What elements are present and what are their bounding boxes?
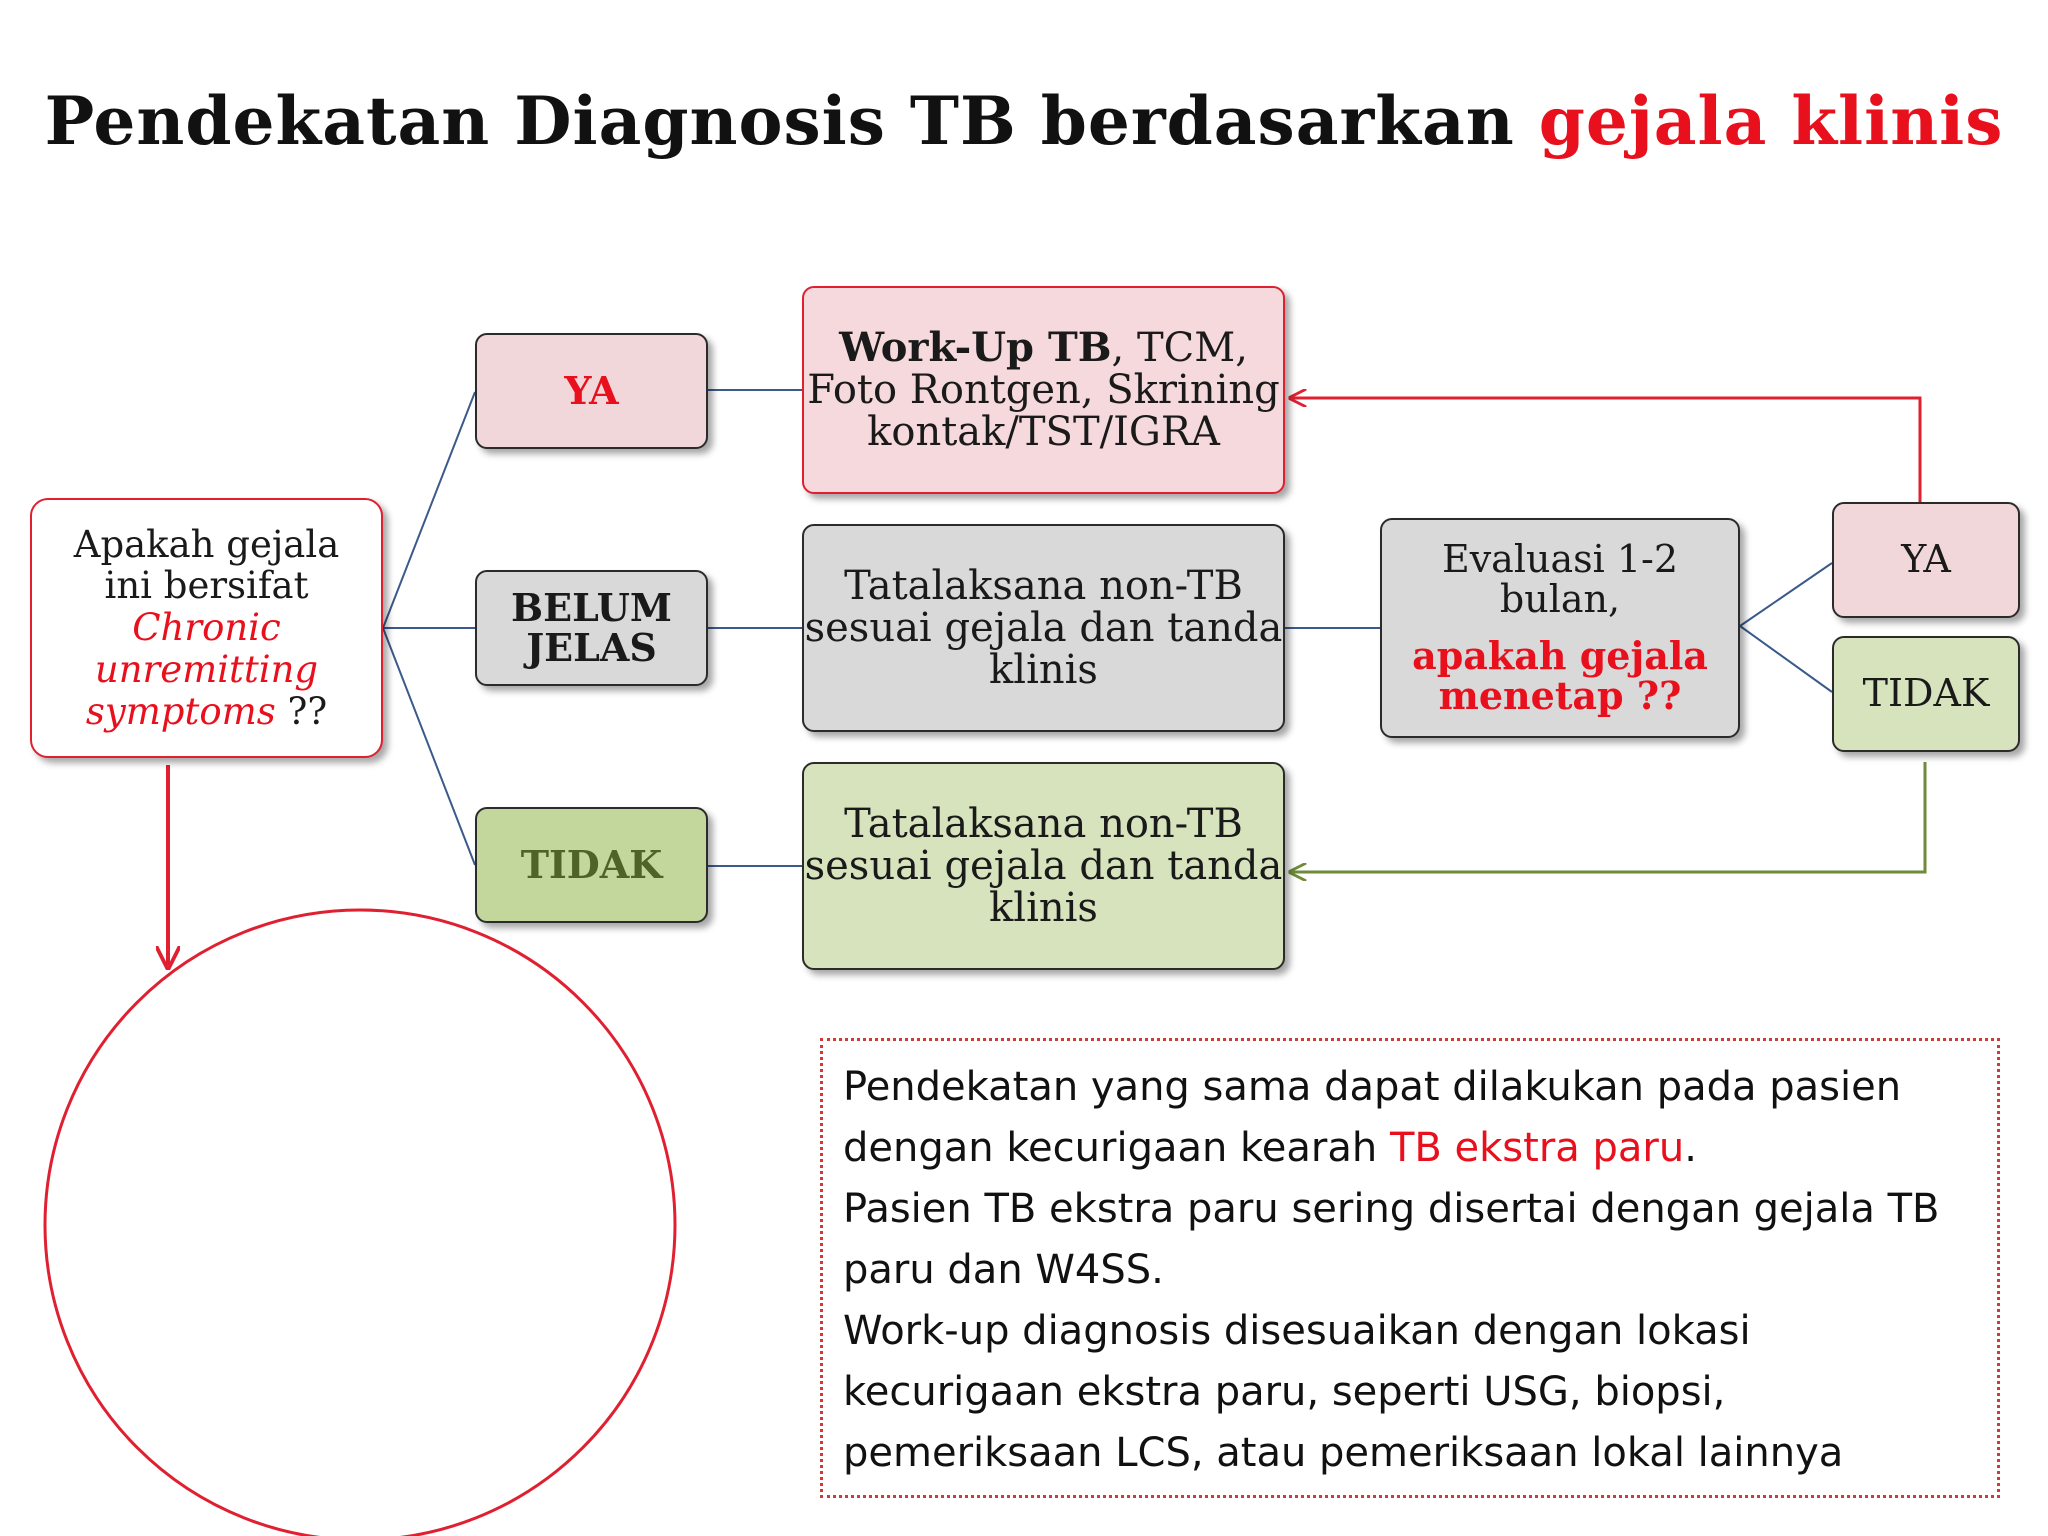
workup-rest: , TCM, (1111, 325, 1248, 371)
branch-belum-label: BELUM (511, 585, 672, 631)
workup-bold: Work-Up TB (839, 324, 1112, 371)
nontb-gray-line-2: sesuai gejala dan tanda (804, 605, 1283, 651)
nontb-gray-box (802, 524, 1285, 732)
nontb-green-line-2: sesuai gejala dan tanda (804, 843, 1283, 889)
connector-to-tidak (383, 628, 475, 865)
evaluasi-box (1380, 518, 1740, 738)
outcome-tidak-label: TIDAK (1862, 671, 1990, 716)
title-main: Pendekatan Diagnosis TB berdasarkan (44, 82, 1515, 160)
question-line-2: ini bersifat (104, 564, 309, 608)
note-paragraph-1 (843, 1057, 1977, 1179)
workup-box (802, 286, 1285, 494)
question-box (30, 498, 383, 758)
branch-belum-jelas-box (475, 570, 708, 686)
note-p1-b: . (1684, 1125, 1697, 1171)
outcome-ya-label: YA (1901, 537, 1951, 582)
arrow-tidak-to-nontb (1292, 762, 1925, 872)
nontb-gray-line-1: Tatalaksana non-TB (844, 563, 1243, 609)
question-line-1: Apakah gejala (73, 522, 340, 566)
outcome-ya-box (1832, 502, 2020, 618)
evaluasi-line-1: Evaluasi 1-2 (1441, 537, 1679, 582)
arrow-ya-to-workup (1292, 398, 1920, 502)
nontb-green-line-3: klinis (989, 885, 1098, 931)
nontb-gray-line-3: klinis (989, 647, 1098, 693)
evaluasi-line-2: bulan, (1499, 577, 1621, 622)
note-paragraph-2: Pasien TB ekstra paru sering disertai dengan gejala TB paru dan W4SS. (843, 1186, 1940, 1293)
title-highlight: gejala klinis (1538, 82, 2004, 160)
branch-jelas-label: JELAS (526, 625, 657, 670)
branch-ya-box (475, 333, 708, 449)
question-unremitting: unremitting (94, 647, 319, 691)
branch-ya-label: YA (564, 368, 619, 414)
note-p1-red: TB ekstra paru (1389, 1125, 1685, 1171)
connector-to-ya (383, 392, 475, 628)
evaluasi-question-2: menetap ?? (1438, 672, 1682, 718)
note-paragraph-3: Work-up diagnosis disesuaikan dengan lokasi kecurigaan ekstra paru, seperti USG, biopsi, pemeriksaan LCS, atau pemeriksaan lokal lainnya (843, 1308, 1844, 1476)
note-p1-a: Pendekatan yang sama dapat dilakukan pada pasien dengan kecurigaan kearah (843, 1064, 1902, 1171)
workup-line-2: Foto Rontgen, Skrining (807, 367, 1280, 413)
question-symptoms: symptoms (85, 689, 276, 733)
evaluasi-question-1: apakah gejala (1412, 633, 1708, 678)
question-suffix: ?? (287, 689, 328, 733)
empty-circle (45, 910, 675, 1536)
workup-line-3: kontak/TST/IGRA (867, 409, 1220, 455)
nontb-green-line-1: Tatalaksana non-TB (844, 801, 1243, 847)
extrapulmonary-note (820, 1038, 2000, 1498)
connector-eval-tidak (1740, 626, 1832, 692)
branch-tidak-label: TIDAK (520, 842, 663, 888)
question-chronic: Chronic (132, 606, 281, 650)
connector-eval-ya (1740, 563, 1832, 626)
branch-tidak-box (475, 807, 708, 923)
outcome-tidak-box (1832, 636, 2020, 752)
nontb-green-box (802, 762, 1285, 970)
